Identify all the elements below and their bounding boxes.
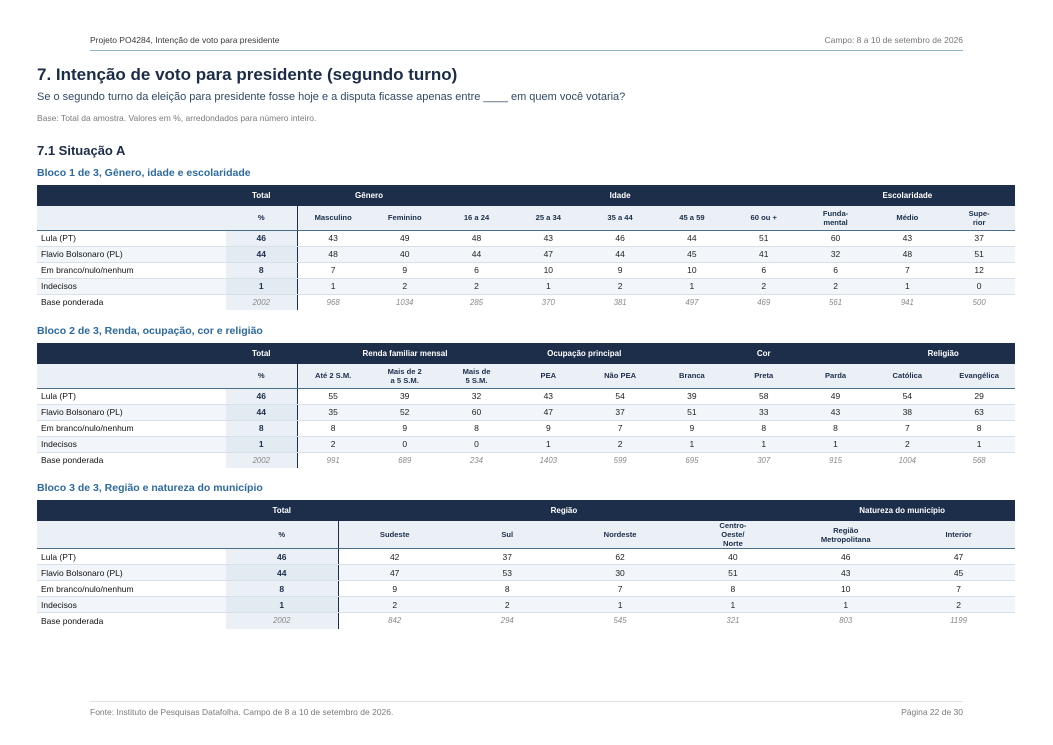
cell-value: 49: [369, 230, 441, 246]
cell-value: 0: [441, 436, 513, 452]
cell-value: 43: [297, 230, 369, 246]
cell-value: 2: [902, 597, 1015, 613]
column-header: PEA: [512, 364, 584, 388]
page-number: Página 22 de 30: [901, 707, 963, 717]
table-row: [37, 420, 1015, 436]
row-label: Em branco/nulo/nenhum: [37, 581, 226, 597]
total-value: 8: [226, 581, 338, 597]
cell-value: 51: [728, 230, 800, 246]
base-total: 2002: [226, 294, 297, 310]
column-header-row: [37, 521, 1015, 549]
block-3-table: [37, 500, 1015, 629]
base-value: 1034: [369, 294, 441, 310]
base-label: Base ponderada: [37, 613, 226, 629]
cell-value: 9: [338, 581, 451, 597]
corner-cell: [37, 521, 226, 549]
cell-value: 43: [789, 565, 902, 581]
block-2-table: [37, 343, 1015, 468]
cell-value: 44: [584, 246, 656, 262]
cell-value: 47: [512, 404, 584, 420]
base-value: 968: [297, 294, 369, 310]
column-header: Interior: [902, 521, 1015, 549]
cell-value: 32: [800, 246, 872, 262]
cell-value: 1: [512, 436, 584, 452]
column-header: Preta: [728, 364, 800, 388]
group-header: Ocupação principal: [512, 343, 656, 364]
cell-value: 48: [441, 230, 513, 246]
cell-value: 2: [584, 436, 656, 452]
base-value: 307: [728, 452, 800, 468]
base-value: 234: [441, 452, 513, 468]
base-value: 561: [800, 294, 872, 310]
cell-value: 7: [564, 581, 677, 597]
cell-value: 48: [297, 246, 369, 262]
table-row: [37, 388, 1015, 404]
cell-value: 30: [564, 565, 677, 581]
group-header-row: [37, 185, 1015, 206]
column-header: Nordeste: [564, 521, 677, 549]
project-name: Projeto PO4284, Intenção de voto para presidente: [90, 35, 280, 45]
cell-value: 1: [564, 597, 677, 613]
base-row: [37, 613, 1015, 629]
base-value: 370: [512, 294, 584, 310]
row-label: Em branco/nulo/nenhum: [37, 262, 226, 278]
cell-value: 9: [512, 420, 584, 436]
row-label: Indecisos: [37, 436, 226, 452]
table-row: [37, 278, 1015, 294]
block-1-title: Bloco 1 de 3, Gênero, idade e escolaridade: [37, 167, 251, 179]
row-label: Indecisos: [37, 278, 226, 294]
cell-value: 2: [871, 436, 943, 452]
total-value: 1: [226, 436, 297, 452]
column-header: Católica: [871, 364, 943, 388]
cell-value: 1: [512, 278, 584, 294]
cell-value: 51: [676, 565, 789, 581]
base-value: 941: [871, 294, 943, 310]
cell-value: 60: [441, 404, 513, 420]
group-header: Escolaridade: [800, 185, 1015, 206]
base-value: 545: [564, 613, 677, 629]
cell-value: 1: [789, 597, 902, 613]
cell-value: 55: [297, 388, 369, 404]
cell-value: 63: [943, 404, 1015, 420]
column-header: Mais de 5 S.M.: [441, 364, 513, 388]
cell-value: 0: [943, 278, 1015, 294]
group-header: Religião: [871, 343, 1015, 364]
base-value: 689: [369, 452, 441, 468]
group-header: Cor: [656, 343, 871, 364]
total-header: Total: [226, 343, 297, 364]
column-header: Feminino: [369, 206, 441, 230]
corner-cell: [37, 500, 226, 521]
cell-value: 37: [943, 230, 1015, 246]
total-header: Total: [226, 500, 338, 521]
cell-value: 43: [871, 230, 943, 246]
total-value: 46: [226, 388, 297, 404]
group-header-row: [37, 500, 1015, 521]
corner-cell: [37, 364, 226, 388]
base-total: 2002: [226, 613, 338, 629]
corner-cell: [37, 185, 226, 206]
block-1-table: [37, 185, 1015, 310]
cell-value: 12: [943, 262, 1015, 278]
row-label: Indecisos: [37, 597, 226, 613]
cell-value: 54: [584, 388, 656, 404]
row-label: Em branco/nulo/nenhum: [37, 420, 226, 436]
cell-value: 2: [338, 597, 451, 613]
total-value: 1: [226, 597, 338, 613]
group-header: Gênero: [297, 185, 441, 206]
block-2-title: Bloco 2 de 3, Renda, ocupação, cor e religião: [37, 325, 263, 337]
total-value: 44: [226, 404, 297, 420]
cell-value: 47: [338, 565, 451, 581]
cell-value: 41: [728, 246, 800, 262]
cell-value: 43: [800, 404, 872, 420]
column-header: Supe- rior: [943, 206, 1015, 230]
cell-value: 6: [441, 262, 513, 278]
cell-value: 51: [943, 246, 1015, 262]
column-header-row: [37, 206, 1015, 230]
base-label: Base ponderada: [37, 294, 226, 310]
cell-value: 45: [902, 565, 1015, 581]
column-header: Mais de 2 a 5 S.M.: [369, 364, 441, 388]
row-label: Lula (PT): [37, 230, 226, 246]
cell-value: 43: [512, 388, 584, 404]
cell-value: 8: [800, 420, 872, 436]
base-value: 842: [338, 613, 451, 629]
cell-value: 45: [656, 246, 728, 262]
column-header: Médio: [871, 206, 943, 230]
column-header: 25 a 34: [512, 206, 584, 230]
cell-value: 0: [369, 436, 441, 452]
table-row: [37, 436, 1015, 452]
cell-value: 6: [800, 262, 872, 278]
base-value: 991: [297, 452, 369, 468]
cell-value: 43: [512, 230, 584, 246]
total-value: 8: [226, 420, 297, 436]
cell-value: 10: [656, 262, 728, 278]
column-header: Evangélica: [943, 364, 1015, 388]
cell-value: 7: [297, 262, 369, 278]
cell-value: 53: [451, 565, 564, 581]
base-value: 1403: [512, 452, 584, 468]
corner-cell: [37, 343, 226, 364]
cell-value: 54: [871, 388, 943, 404]
base-note: Base: Total da amostra. Valores em %, arredondados para número inteiro.: [37, 113, 317, 123]
column-header: Branca: [656, 364, 728, 388]
table-row: [37, 230, 1015, 246]
cell-value: 8: [441, 420, 513, 436]
row-label: Lula (PT): [37, 549, 226, 565]
cell-value: 8: [451, 581, 564, 597]
column-header: 35 a 44: [584, 206, 656, 230]
cell-value: 58: [728, 388, 800, 404]
source-note: Fonte: Instituto de Pesquisas Datafolha. Campo de 8 a 10 de setembro de 2026.: [90, 707, 394, 717]
cell-value: 1: [728, 436, 800, 452]
base-total: 2002: [226, 452, 297, 468]
section-title: 7.1 Situação A: [37, 143, 126, 158]
column-header: Sudeste: [338, 521, 451, 549]
cell-value: 7: [902, 581, 1015, 597]
cell-value: 2: [451, 597, 564, 613]
pct-header: %: [226, 521, 338, 549]
cell-value: 9: [584, 262, 656, 278]
cell-value: 9: [369, 262, 441, 278]
cell-value: 37: [584, 404, 656, 420]
group-header: Natureza do município: [789, 500, 1015, 521]
pct-header: %: [226, 206, 297, 230]
field-dates: Campo: 8 a 10 de setembro de 2026: [824, 35, 963, 45]
cell-value: 48: [871, 246, 943, 262]
cell-value: 44: [656, 230, 728, 246]
base-value: 381: [584, 294, 656, 310]
cell-value: 2: [728, 278, 800, 294]
cell-value: 32: [441, 388, 513, 404]
cell-value: 1: [297, 278, 369, 294]
cell-value: 6: [728, 262, 800, 278]
base-row: [37, 452, 1015, 468]
row-label: Flavio Bolsonaro (PL): [37, 246, 226, 262]
cell-value: 8: [297, 420, 369, 436]
cell-value: 2: [800, 278, 872, 294]
cell-value: 46: [789, 549, 902, 565]
cell-value: 42: [338, 549, 451, 565]
cell-value: 1: [656, 436, 728, 452]
group-header: Renda familiar mensal: [297, 343, 512, 364]
cell-value: 39: [656, 388, 728, 404]
column-header: Centro- Oeste/ Norte: [676, 521, 789, 549]
cell-value: 7: [584, 420, 656, 436]
cell-value: 8: [676, 581, 789, 597]
cell-value: 1: [943, 436, 1015, 452]
cell-value: 2: [584, 278, 656, 294]
cell-value: 1: [800, 436, 872, 452]
table-row: [37, 581, 1015, 597]
cell-value: 39: [369, 388, 441, 404]
cell-value: 46: [584, 230, 656, 246]
group-header: Idade: [441, 185, 800, 206]
column-header: Não PEA: [584, 364, 656, 388]
cell-value: 2: [369, 278, 441, 294]
cell-value: 1: [676, 597, 789, 613]
base-value: 1199: [902, 613, 1015, 629]
base-value: 599: [584, 452, 656, 468]
base-value: 321: [676, 613, 789, 629]
pct-header: %: [226, 364, 297, 388]
table-row: [37, 246, 1015, 262]
base-value: 285: [441, 294, 513, 310]
cell-value: 9: [656, 420, 728, 436]
row-label: Lula (PT): [37, 388, 226, 404]
table-row: [37, 404, 1015, 420]
cell-value: 38: [871, 404, 943, 420]
base-value: 803: [789, 613, 902, 629]
cell-value: 10: [789, 581, 902, 597]
group-header: Região: [338, 500, 789, 521]
table-row: [37, 549, 1015, 565]
total-value: 1: [226, 278, 297, 294]
cell-value: 9: [369, 420, 441, 436]
base-value: 695: [656, 452, 728, 468]
total-value: 44: [226, 246, 297, 262]
column-header: 60 ou +: [728, 206, 800, 230]
column-header: 45 a 59: [656, 206, 728, 230]
row-label: Flavio Bolsonaro (PL): [37, 565, 226, 581]
base-value: 1004: [871, 452, 943, 468]
total-value: 44: [226, 565, 338, 581]
cell-value: 37: [451, 549, 564, 565]
table-row: [37, 565, 1015, 581]
page-title: 7. Intenção de voto para presidente (segundo turno): [37, 65, 458, 84]
total-value: 46: [226, 549, 338, 565]
cell-value: 2: [297, 436, 369, 452]
cell-value: 47: [902, 549, 1015, 565]
cell-value: 8: [943, 420, 1015, 436]
column-header: Região Metropolitana: [789, 521, 902, 549]
base-value: 469: [728, 294, 800, 310]
table-row: [37, 597, 1015, 613]
column-header-row: [37, 364, 1015, 388]
cell-value: 2: [441, 278, 513, 294]
total-value: 46: [226, 230, 297, 246]
cell-value: 7: [871, 420, 943, 436]
page-footer: [90, 701, 963, 717]
corner-cell: [37, 206, 226, 230]
base-value: 497: [656, 294, 728, 310]
group-header-row: [37, 343, 1015, 364]
base-value: 294: [451, 613, 564, 629]
cell-value: 1: [656, 278, 728, 294]
cell-value: 35: [297, 404, 369, 420]
cell-value: 29: [943, 388, 1015, 404]
table-row: [37, 262, 1015, 278]
cell-value: 40: [369, 246, 441, 262]
cell-value: 1: [871, 278, 943, 294]
column-header: Masculino: [297, 206, 369, 230]
total-value: 8: [226, 262, 297, 278]
cell-value: 33: [728, 404, 800, 420]
cell-value: 7: [871, 262, 943, 278]
base-value: 568: [943, 452, 1015, 468]
base-label: Base ponderada: [37, 452, 226, 468]
cell-value: 49: [800, 388, 872, 404]
column-header: Até 2 S.M.: [297, 364, 369, 388]
row-label: Flavio Bolsonaro (PL): [37, 404, 226, 420]
cell-value: 8: [728, 420, 800, 436]
question-text: Se o segundo turno da eleição para presidente fosse hoje e a disputa ficasse apenas entre ____ em quem você votaria?: [37, 91, 626, 103]
cell-value: 44: [441, 246, 513, 262]
column-header: Parda: [800, 364, 872, 388]
base-row: [37, 294, 1015, 310]
cell-value: 51: [656, 404, 728, 420]
column-header: Funda- mental: [800, 206, 872, 230]
cell-value: 60: [800, 230, 872, 246]
column-header: 16 a 24: [441, 206, 513, 230]
page-header: [90, 35, 963, 51]
cell-value: 40: [676, 549, 789, 565]
base-value: 915: [800, 452, 872, 468]
base-value: 500: [943, 294, 1015, 310]
total-header: Total: [226, 185, 297, 206]
cell-value: 47: [512, 246, 584, 262]
cell-value: 10: [512, 262, 584, 278]
column-header: Sul: [451, 521, 564, 549]
block-3-title: Bloco 3 de 3, Região e natureza do município: [37, 482, 263, 494]
cell-value: 52: [369, 404, 441, 420]
cell-value: 62: [564, 549, 677, 565]
